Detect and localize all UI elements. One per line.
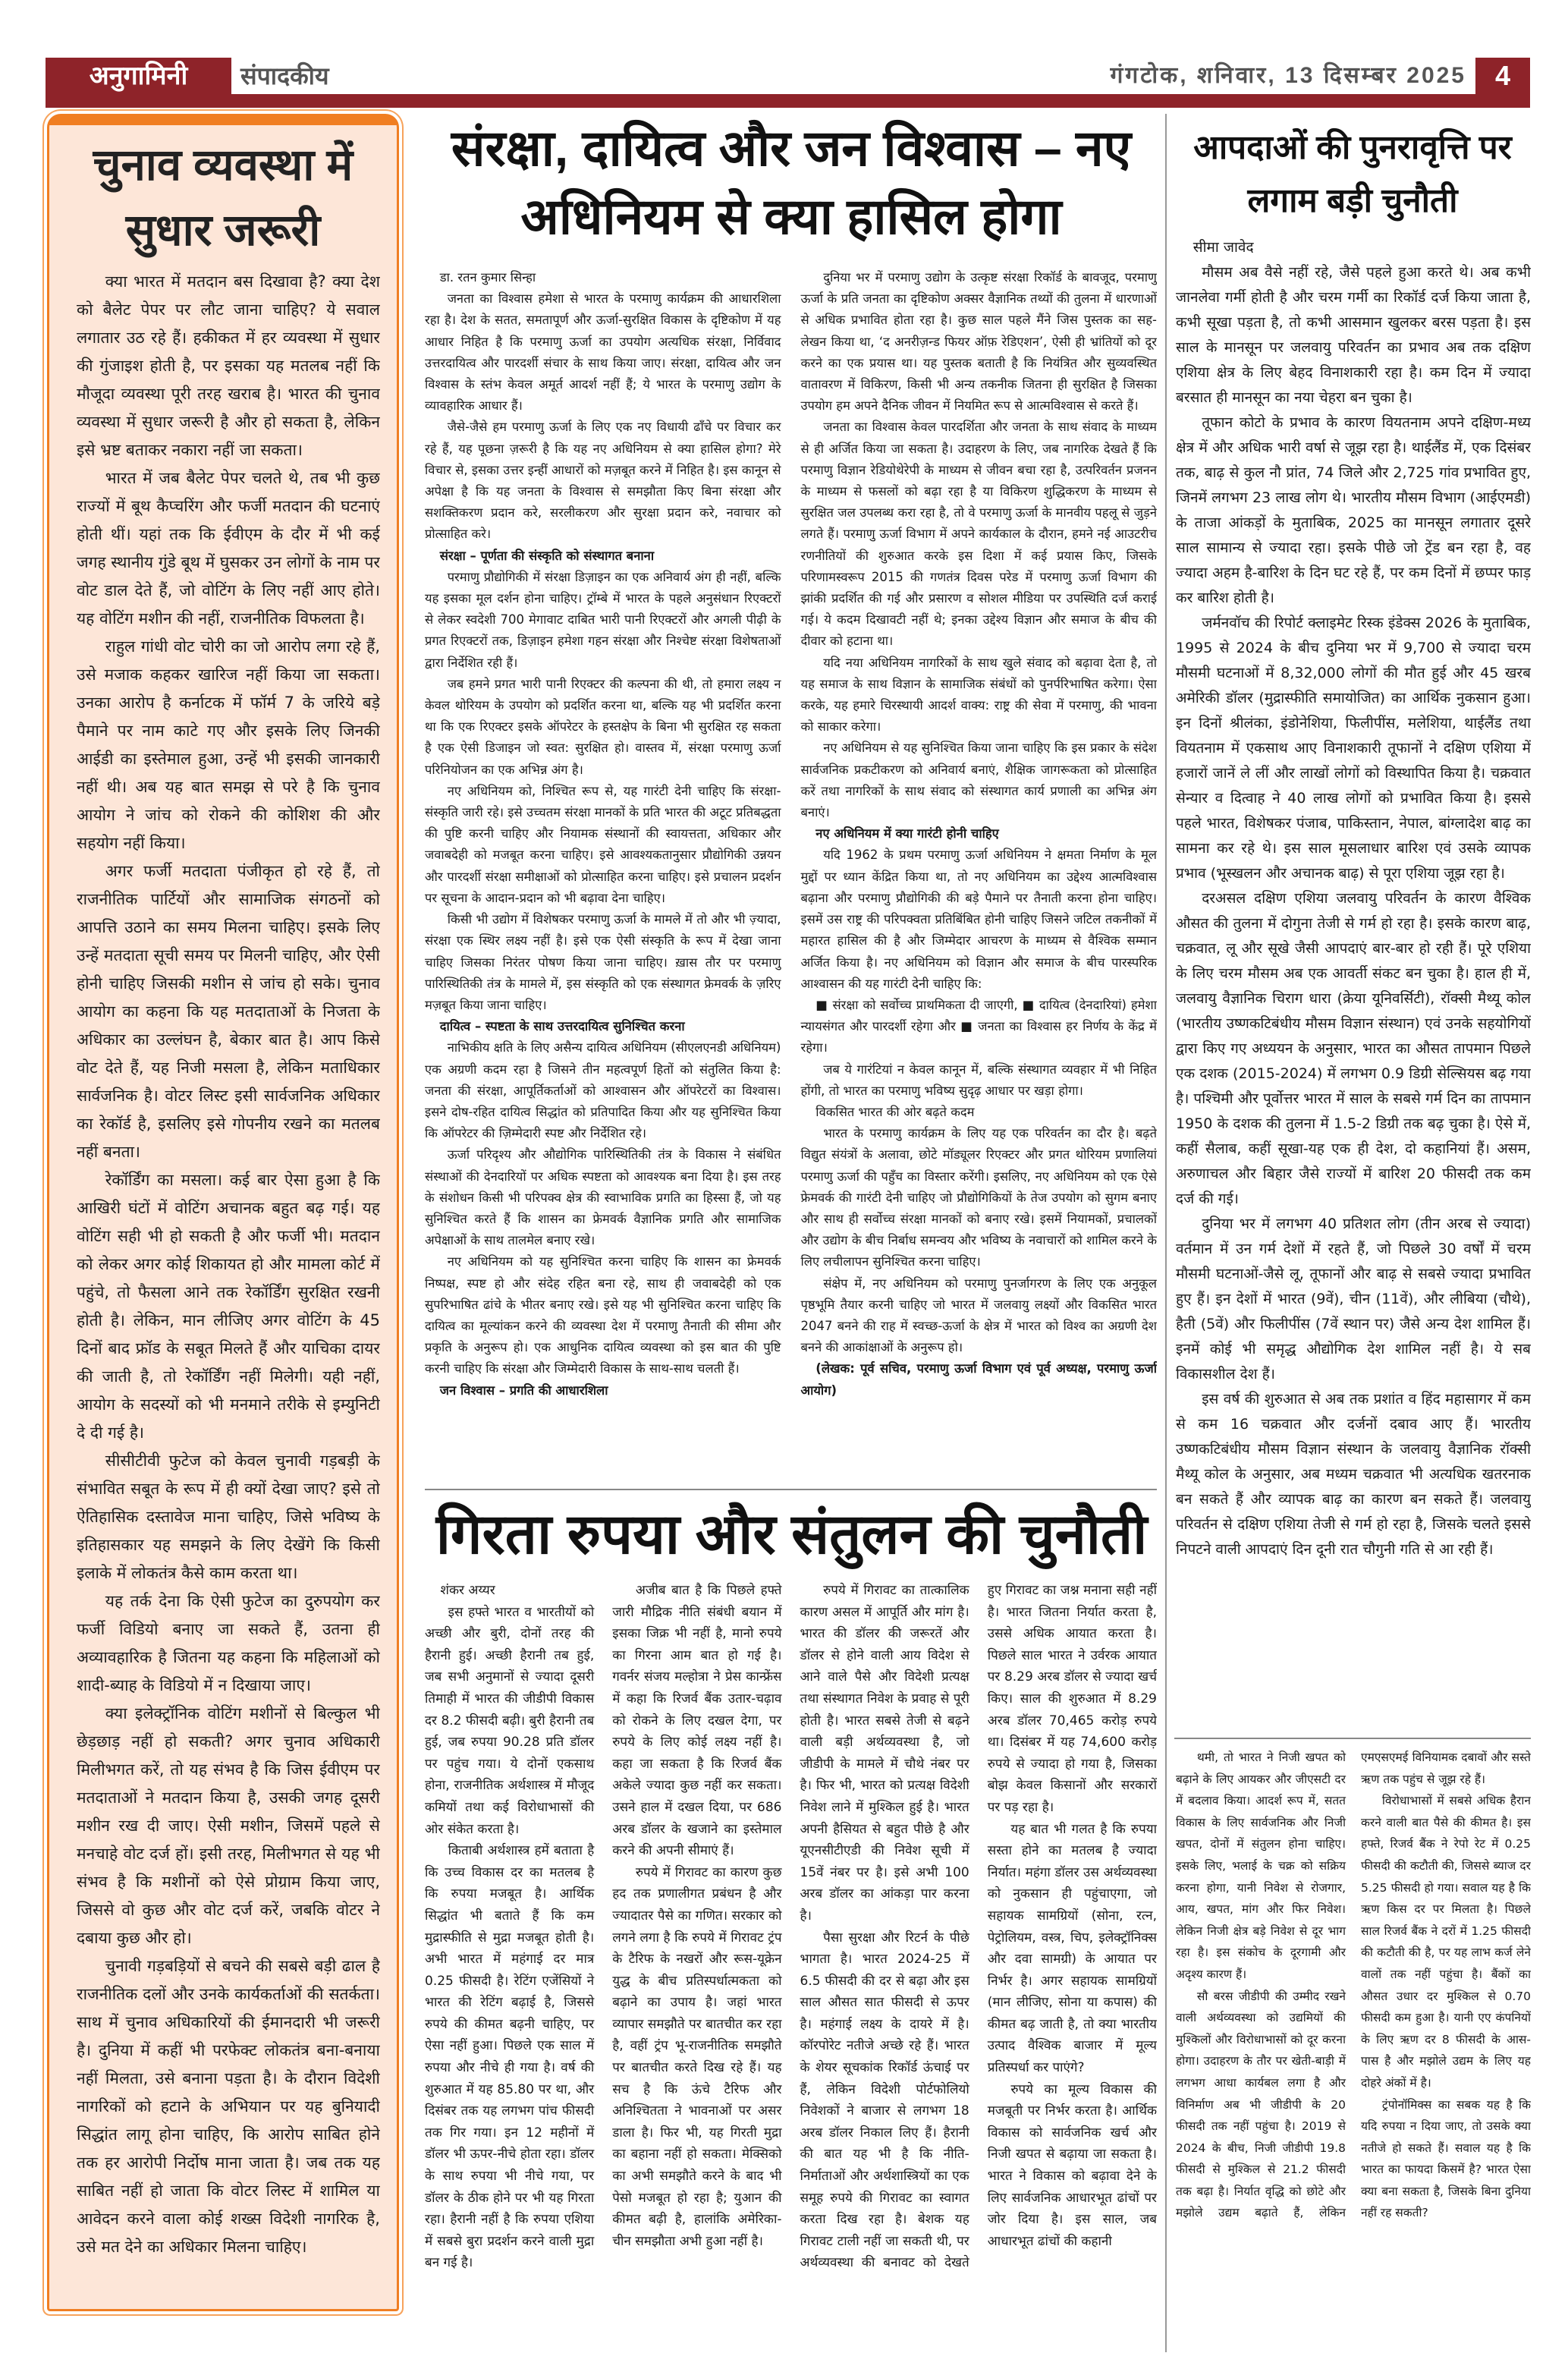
main-article-headline: संरक्षा, दायित्व और जन विश्वास – नए अधिनियम से क्या हासिल होगा [451,120,1132,244]
paragraph: ट्रंपोनॉमिक्स का सबक यह है कि यदि रुपया न दिया जाए, तो उसके क्या नतीजे हो सकते हैं। सवाल यह है कि भारत का फायदा किसमें है? भारत ऐसा क्या बना सकता है, जिसके बिना दुनिया नहीं रह सकती? [1361,2097,1531,2220]
bullet-text: ■ संरक्षा को सर्वोच्च प्राथमिकता दी जाएगी, ■ दायित्व (देनदारियां) हमेशा न्यायसंगत और पारदर्शी रहेगा और ■ जनता का विश्वास हर निर्णय के केंद्र में रहेगा। [800,997,1157,1055]
masthead-strip [231,58,1475,94]
paragraph: रुपये का मूल्य विकास की मजबूती पर निर्भर करता है। आर्थिक विकास को सार्वजनिक खर्च और निजी खपत से बढ़ाया जा सकता है। भारत ने विकास को बढ़ावा देने के लिए सार्वजनिक आधारभूत ढांचों पर जोर दिया है। इस साल, जब आधारभूत ढांचों की कहानी [987,2081,1157,2249]
byline: डा. रतन कुमार सिन्हा [439,270,536,285]
bullet-text: विकसित भारत की ओर बढ़ते कदम [815,1104,975,1119]
paragraph: जैसे-जैसे हम परमाणु ऊर्जा के लिए एक नए विधायी ढाँचे पर विचार कर रहे हैं, यह पूछना ज़रूरी है कि यह नए अधिनियम से क्या हासिल होगा? मेरे विचार से, इसका उत्तर इन्हीं आधारों को मज़बूत करने में निहित है। इस कानून से अपेक्षा है कि यह जनता के विश्वास से समझौता किए बिना संरक्षा और सशक्तिकरण प्रदान करे, सरलीकरण और सुरक्षा प्रदान करे, नवाचार को प्रोत्साहित करे। [425,420,781,542]
paragraph: यदि 1962 के प्रथम परमाणु ऊर्जा अधिनियम ने क्षमता निर्माण के मूल मुद्दों पर ध्यान केंद्रित किया था, तो नए अधिनियम का उद्देश्य आत्मविश्वास बढ़ाना और परमाणु प्रौद्योगिकी की बड़े पैमाने पर तैनाती करना होना चाहिए। इसमें उस राष्ट्र की परिपक्वता प्रतिबिंबित होनी चाहिए जिसने जटिल तकनीकों में महारत हासिल की है और जिम्मेदार आचरण के माध्यम से वैश्विक सम्मान अर्जित किया है। नए अधिनियम को विज्ञान और समाज के बीच पारस्परिक आश्वासन की यह गारंटी देनी चाहिए कि: [800,848,1157,991]
paragraph: नए अधिनियम को यह सुनिश्चित करना चाहिए कि शासन का फ्रेमवर्क निष्पक्ष, स्पष्ट हो और संदेह रहित बना रहे, साथ ही जवाबदेही को एक सुपरिभाषित ढांचे के भीतर बनाए रखे। इसे यह भी सुनिश्चित करना चाहिए कि दायित्व का मूल्यांकन करने की व्यवस्था देश में परमाणु तैनाती की सीमा और प्रकृति के अनुरूप हो। एक आधुनिक दायित्व व्यवस्था को इस बात की पुष्टि करनी चाहिए कि संरक्षा और जिम्मेदारी विकास के साथ-साथ चलती हैं। [425,1254,781,1376]
paragraph: चुनावी गड़बड़ियों से बचने की सबसे बड़ी ढाल है राजनीतिक दलों और उनके कार्यकर्ताओं की सतर्कता। साथ में चुनाव अधिकारियों की ईमानदारी भी जरूरी है। दुनिया में कहीं भी परफेक्ट लोकतंत्र बना-बनाया नहीं मिलता, उसे बनाना पड़ता है। के दौरान विदेशी नागरिकों को हटाने के अभियान पर यह बुनियादी सिद्धांत लागू होना चाहिए, कि आरोप साबित होने तक हर आरोपी निर्दोष माना जाता है। जब तक यह साबित नहीं हो जाता कि वोटर लिस्ट में शामिल या आवेदन करने वाला कोई शख्स विदेशी नागरिक है, उसे मत देने का अधिकार मिलना चाहिए। [77,1957,380,2256]
bottom-article-headline: गिरता रुपया और संतुलन की चुनौती [435,1502,1148,1565]
subheading: नए अधिनियम में क्या गारंटी होनी चाहिए [815,826,999,841]
paragraph: राहुल गांधी वोट चोरी का जो आरोप लगा रहे हैं, उसे मजाक कहकर खारिज नहीं किया जा सकता। उनका आरोप है कर्नाटक में फॉर्म 7 के जरिये बड़े पैमाने पर नाम काटे गए और इसके लिए जिनकी आईडी का इस्तेमाल हुआ, उन्हें भी इसकी जानकारी नहीं थी। अब यह बात समझ से परे है कि चुनाव आयोग ने जांच को रोकने की कोशिश की और सहयोग नहीं किया। [77,637,380,852]
paragraph: इस वर्ष की शुरुआत से अब तक प्रशांत व हिंद महासागर में कम से कम 16 चक्रवात और दर्जनों दबाव आए हैं। भारतीय उष्णकटिबंधीय मौसम विज्ञान संस्थान के जलवायु वैज्ञानिक रॉक्सी मैथ्यू कोल के अनुसार, अब मध्यम चक्रवात भी अत्यधिक खतरनाक बन सकते हैं और व्यापक बाढ़ का कारण बन सकते हैं। जलवायु परिवर्तन से दक्षिण एशिया तेजी से गर्म हो रहा है, जिसके चलते इससे निपटने वाली आपदाएं दिन दूनी रात चौगुनी गति से आ रही हैं। [1176,1391,1531,1558]
paragraph: नए अधिनियम को, निश्चित रूप से, यह गारंटी देनी चाहिए कि संरक्षा-संस्कृति जारी रहे। इसे उच्चतम संरक्षा मानकों के प्रति भारत की अटूट प्रतिबद्धता की पुष्टि करनी चाहिए और नियामक संस्थानों की स्वायत्तता, अधिकार और जवाबदेही को मजबूत करना चाहिए। इसे आवश्यकतानुसार प्रौद्योगिकी उन्नयन और पारदर्शी संरक्षा समीक्षाओं को प्रोत्साहित करना चाहिए। इसे प्रचालन प्रदर्शन पर सूचना के आदान-प्रदान को भी बढ़ावा देना चाहिए। [425,783,781,905]
column-divider [1165,114,1167,2352]
paragraph: दुनिया भर में लगभग 40 प्रतिशत लोग (तीन अरब से ज्यादा) वर्तमान में उन गर्म देशों में रहते हैं, जो पिछले 30 वर्षों में चरम मौसमी घटनाओं-जैसे लू, तूफानों और बाढ़ से सबसे ज्यादा प्रभावित हुए हैं। इन देशों में भारत (9वें), चीन (11वें), और लीबिया (चौथे), हैती (5वें) और फिलीपींस (7वें स्थान पर) जैसे अन्य देश शामिल हैं। इनमें कोई भी समृद्ध औद्योगिक देश शामिल नहीं है। ये सब विकासशील देश हैं। [1176,1216,1531,1383]
page-number: 4 [1494,60,1511,91]
paragraph: अजीब बात है कि पिछले हफ्ते जारी मौद्रिक नीति संबंधी बयान में इसका जिक्र भी नहीं है, मानो रुपये का गिरना आम बात हो गई है। गवर्नर संजय मल्होत्रा ने प्रेस कान्फ्रेंस में कहा कि रिजर्व बैंक उतार-चढ़ाव को रोकने के लिए दखल देगा, पर रुपये के लिए कोई लक्ष्य नहीं है। कहा जा सकता है कि रिजर्व बैंक अकेले ज्यादा कुछ नहीं कर सकता। उसने हाल में दखल दिया, पर 686 अरब डॉलर के खजाने का इस्तेमाल करने की अपनी सीमाएं हैं। [612,1583,782,1859]
paragraph: रुपये में गिरावट का कारण कुछ हद तक प्रणालीगत प्रबंधन है और ज्यादातर पैसे का गणित। सरकार को लगने लगा है कि रुपये में गिरावट ट्रंप के टैरिफ के नखरों और रूस-यूक्रेन युद्ध के बीच प्रतिस्पर्धात्मकता को बढ़ाने का उपाय है। जहां भारत व्यापार समझौते पर बातचीत कर रहा है, वहीं ट्रंप भू-राजनीतिक समझौते पर बातचीत करते दिख रहे हैं। यह सच है कि ऊंचे टैरिफ और अनिश्चितता ने भावनाओं पर असर डाला है। फिर भी, यह गिरती मुद्रा का बहाना नहीं हो सकता। मेक्सिको का अभी समझौते करने के बाद भी पेसो मजबूत हो रहा है; युआन की कीमत बढ़ी है, हालांकि अमेरिका-चीन समझौता अभी हुआ नहीं है। [612,1864,782,2249]
paragraph: रुपये में गिरावट का तात्कालिक कारण असल में आपूर्ति और मांग है। भारत की डॉलर की जरूरतें और डॉलर से होने वाली आय विदेश से आने वाले पैसे और विदेशी प्रत्यक्ष तथा संस्थागत निवेश के प्रवाह से पूरी होती है। भारत सबसे तेजी से बढ़ने वाली बड़ी अर्थव्यवस्था है, जो जीडीपी के मामले में चौथे नंबर पर है। फिर भी, भारत को प्रत्यक्ष विदेशी निवेश लाने में मुश्किल हुई है। भारत अपनी हैसियत से बहुत पीछे है और यूएनसीटीएडी की निवेश सूची में 15वें नंबर पर है। इसे अभी 100 अरब डॉलर का आंकड़ा पार करना है। [800,1583,969,1924]
paragraph: यह तर्क देना कि ऐसी फुटेज का दुरुपयोग कर फर्जी विडियो बनाए जा सकते हैं, उतना ही अव्यावहारिक है जितना यह कहना कि महिलाओं को शादी-ब्याह के विडियो में न दिखाया जाए। [77,1592,380,1694]
paragraph: यदि नया अधिनियम नागरिकों के साथ खुले संवाद को बढ़ावा देता है, तो यह समाज के साथ विज्ञान के सामाजिक संबंधों को पुनर्परिभाषित करेगा। ऐसा करके, यह हमारे चिरस्थायी आदर्श वाक्य: राष्ट्र की सेवा में परमाणु, की भावना को साकार करेगा। [800,655,1157,735]
paragraph: क्या इलेक्ट्रॉनिक वोटिंग मशीनों से बिल्कुल भी छेड़छाड़ नहीं हो सकती? अगर चुनाव अधिकारी मिलीभगत करें, तो यह संभव है कि जिस ईवीएम पर मतदाताओं ने मतदान किया है, उसकी जगह दूसरी मशीन रख दी जाए। ऐसी मशीन, जिसमें पहले से मनचाहे वोट दर्ज हों। इसी तरह, मिलीभगत से यह भी संभव है कि मशीनों को ऐसे प्रोग्राम किया जाए, जिससे वो कुछ और वोट दर्ज करें, जबकि वोटर ने दबाया कुछ और हो। [77,1704,380,1947]
editorial-box [47,114,399,2311]
paragraph: भारत के परमाणु कार्यक्रम के लिए यह एक परिवर्तन का दौर है। बढ़ते विद्युत संयंत्रों के अलावा, छोटे मॉड्यूलर रिएक्टर और प्रगत थोरियम प्रणालियां परमाणु ऊर्जा की पहुँच का विस्तार करेंगी। इसलिए, नए अधिनियम को एक ऐसे फ्रेमवर्क की गारंटी देनी चाहिए जो प्रौद्योगिकियों के तेज उपयोग को सुगम बनाए और साथ ही सर्वोच्च संरक्षा मानकों को बनाए रखे। इसमें नियामकों, प्रचालकों और उद्योग के बीच निर्बाध समन्वय और भविष्य के नवाचारों को शामिल करने के लिए लचीलापन सुनिश्चित करना चाहिए। [800,1126,1157,1269]
paragraph: संक्षेप में, नए अधिनियम को परमाणु पुनर्जागरण के लिए एक अनुकूल पृष्ठभूमि तैयार करनी चाहिए जो भारत में जलवायु लक्ष्यों और विकसित भारत 2047 बनने की राह में स्वच्छ-ऊर्जा के क्षेत्र में भारत को विश्व का अग्रणी देश बनने की आकांक्षाओं के अनुरूप हो। [800,1276,1157,1355]
divider [1174,1738,1531,1739]
paragraph: जनता का विश्वास केवल पारदर्शिता और जनता के साथ संवाद के माध्यम से ही अर्जित किया जा सकता है। उदाहरण के लिए, जब नागरिक देखते हैं कि परमाणु विज्ञान रेडियोथेरेपी के माध्यम से जीवन बचा रहा है, उत्परिवर्तन प्रजनन के माध्यम से फसलों को बढ़ा रहा है या विकिरण शुद्धिकरण के माध्यम से सुरक्षित जल उपलब्ध करा रहा है, तो वे परमाणु ऊर्जा के मानवीय पहलू से जुड़ने लगते हैं। परमाणु ऊर्जा विभाग में अपने कार्यकाल के दौरान, हमने नई आउटरीच रणनीतियों की शुरुआत करके इस दिशा में कई प्रयास किए, जिसके परिणामस्वरूप 2015 की गणतंत्र दिवस परेड में परमाणु ऊर्जा विभाग की झांकी प्रदर्शित की गई और प्रसारण व सोशल मीडिया पर उपस्थिति दर्ज कराई गई। ये कदम दिखावटी नहीं थे; इनका उद्देश्य विज्ञान और समाज के बीच की दीवार को हटाना था। [800,420,1157,649]
masthead [46,58,1530,108]
paragraph: जर्मनवॉच की रिपोर्ट क्लाइमेट रिस्क इंडेक्स 2026 के मुताबिक, 1995 से 2024 के बीच दुनिया भर में 9,700 से ज्यादा चरम मौसमी घटनाओं में 8,32,000 लोगों की मौत हुई और 45 खरब अमेरिकी डॉलर (मुद्रास्फीति समायोजित) का आर्थिक नुकसान हुआ। इन दिनों श्रीलंका, इंडोनेशिया, फिलीपींस, मलेशिया, थाईलैंड तथा वियतनाम में एकसाथ आए विनाशकारी तूफानों ने दक्षिण एशिया में हजारों जानें ले लीं और लाखों लोगों को विस्थापित किया है। चक्रवात सेन्यार व दित्वाह ने 40 लाख लोगों को प्रभावित किया है। इससे पहले भारत, विशेषकर पंजाब, पाकिस्तान, नेपाल, बांग्लादेश बाढ़ का सामना कर रहे थे। इस साल मूसलाधार बारिश एवं उसके व्यापक प्रभाव (भूस्खलन और अचानक बाढ़) से पूरा एशिया जूझ रहा है। [1176,615,1531,882]
paragraph: किताबी अर्थशास्त्र हमें बताता है कि उच्च विकास दर का मतलब है कि रुपया मजबूत है। आर्थिक सिद्धांत भी बताते हैं कि कम मुद्रास्फीति से मुद्रा मजबूत होती है। अभी भारत में महंगाई दर मात्र 0.25 फीसदी है। रेटिंग एजेंसियों ने भारत की रेटिंग बढ़ाई है, जिससे रुपये की कीमत बढ़नी चाहिए, पर ऐसा नहीं हुआ। पिछले एक साल में रुपया और नीचे ही गया है। वर्ष की शुरुआत में यह 85.80 पर था, और दिसंबर तक यह लगभग पांच फीसदी तक गिर गया। इन 12 महीनों में डॉलर भी ऊपर-नीचे होता रहा। डॉलर के साथ रुपया भी नीचे गया, पर डॉलर के ठीक होने पर भी यह गिरता रहा। हैरानी नहीं है कि रुपया एशिया में सबसे बुरा प्रदर्शन करने वाली मुद्रा बन गई है। [425,1843,595,2271]
paragraph: सौ बरस जीडीपी की उम्मीद रखने वाली अर्थव्यवस्था को उद्यमियों की मुश्किलों और विरोधाभासों को दूर करना होगा। उदाहरण के तौर पर खेती-बाड़ी में लगभग आधा कार्यबल लगा है और विनिर्माण अब भी जीडीपी के 20 फीसदी तक नहीं पहुंचा है। 2019 से 2024 के बीच, निजी जीडीपी 19.8 फीसदी से मुश्किल से 21.2 फीसदी तक बढ़ा है। निर्यात वृद्धि को छोटे और मझोले उद्यम बढ़ाते हैं, लेकिन एमएसएमई विनियामक दबावों और सस्ते ऋण तक पहुंच से जूझ रहे हैं। [1176,1751,1531,2220]
paragraph: किसी भी उद्योग में विशेषकर परमाणु ऊर्जा के मामले में तो और भी ज़्यादा, संरक्षा एक स्थिर लक्ष्य नहीं है। इसे एक ऐसी संस्कृति के रूप में देखा जाना चाहिए जिसका निरंतर पोषण किया जाना चाहिए। ख़ास तौर पर परमाणु पारिस्थितिकी तंत्र के मामले में, इस संस्कृति को एक संस्थागत फ्रेमवर्क के ज़रिए मज़बूत किया जाना चाहिए। [425,912,781,1012]
bottom-article-body [425,1580,1157,2361]
paragraph: ऊर्जा परिदृश्य और औद्योगिक पारिस्थितिकी तंत्र के विकास ने संबंधित संस्थाओं की देनदारियों पर अधिक स्पष्टता को आवश्यक बना दिया है। इस तरह के संशोधन किसी भी परिपक्व क्षेत्र की स्वाभाविक प्रगति का हिस्सा हैं, जो यह सुनिश्चित करते हैं कि शासन का फ्रेमवर्क वैज्ञानिक प्रगति और सामाजिक अपेक्षाओं के साथ तालमेल बनाए रखे। [425,1147,781,1248]
paragraph: जनता का विश्वास हमेशा से भारत के परमाणु कार्यक्रम की आधारशिला रहा है। देश के सतत, समतापूर्ण और ऊर्जा-सुरक्षित विकास के दृष्टिकोण में यह आधार निहित है कि परमाणु ऊर्जा का उपयोग अत्यधिक संरक्षा, निर्विवाद उत्तरदायित्व और पारदर्शी संचार के साथ किया जाए। संरक्षा, दायित्व और जन विश्वास के स्तंभ केवल अमूर्त आदर्श नहीं हैं; ये भारत के परमाणु उद्योग के व्यावहारिक आधार हैं। [425,291,781,414]
dateline: गंगटोक, शनिवार, 13 दिसम्बर 2025 [1110,63,1466,88]
paragraph: थमी, तो भारत ने निजी खपत को बढ़ाने के लिए आयकर और जीएसटी दर में बदलाव किया। आदर्श रूप में, सतत विकास के लिए सार्वजनिक और निजी खपत, दोनों में संतुलन होना चाहिए। इसके लिए, भलाई के चक्र को सक्रिय करना होगा, यानी निवेश से रोजगार, आय, खपत, मांग और फिर निवेश। लेकिन निजी क्षेत्र बड़े निवेश से दूर भाग रहा है। इस संकोच के दूरगामी और अदृश्य कारण हैं। [1176,1751,1346,1981]
subheading: संरक्षा – पूर्णता की संस्कृति को संस्थागत बनाना [439,548,655,563]
paragraph: दरअसल दक्षिण एशिया जलवायु परिवर्तन के कारण वैश्विक औसत की तुलना में दोगुना तेजी से गर्म हो रहा है। इसके कारण बाढ़, चक्रवात, लू और सूखे जैसी आपदाएं बार-बार हो रही हैं। पूरे एशिया के लिए चरम मौसम अब एक आवर्ती संकट बन चुका है। हाल ही में, जलवायु वैज्ञानिक चिराग धारा (क्रेया यूनिवर्सिटी), रॉक्सी मैथ्यू कोल (भारतीय उष्णकटिबंधीय मौसम विज्ञान संस्थान) एवं उनके सहयोगियों द्वारा किए गए अध्ययन के अनुसार, भारत का औसत तापमान पिछले एक दशक (2015-2024) में लगभग 0.9 डिग्री सेल्सियस बढ़ गया है। पश्चिमी और पूर्वोत्तर भारत में साल के सबसे गर्म दिन का तापमान 1950 के दशक की तुलना में 1.5-2 डिग्री तक बढ़ चुका है। ऐसे में, कहीं सैलाब, कहीं सूखा-यह एक ही देश, दो कहानियां हैं। असम, अरुणाचल और बिहार जैसे राज्यों में बारिश 20 फीसदी तक कम दर्ज की गई। [1176,890,1531,1207]
paragraph: जब हमने प्रगत भारी पानी रिएक्टर की कल्पना की थी, तो हमारा लक्ष्य न केवल थोरियम के उपयोग को प्रदर्शित करना था, बल्कि यह भी प्रदर्शित करना था कि एक रिएक्टर इसके ऑपरेटर के हस्तक्षेप के बिना भी सुरक्षित रह सकता है एक ऐसी डिजाइन जो स्वत: सुरक्षित हो। वास्तव में, संरक्षा परमाणु ऊर्जा परिनियोजन का एक अभिन्न अंग है। [425,676,781,777]
editorial-title: चुनाव व्यवस्था में सुधार जरूरी [93,140,354,255]
paragraph: रेकॉर्डिंग का मसला। कई बार ऐसा हुआ है कि आखिरी घंटों में वोटिंग अचानक बहुत बढ़ गई। यह वोटिंग सही भी हो सकती है और फर्जी भी। मतदान को लेकर अगर कोई शिकायत हो और मामला कोर्ट में पहुंचे, तो फैसला आने तक रेकॉर्डिंग सुरक्षित रखनी होती है। लेकिन, मान लीजिए अगर वोटिंग के 45 दिनों बाद फ्रॉड के सबूत मिलते हैं और याचिका दायर की जाती है, तो रेकॉर्डिंग नहीं मिलेगी। यही नहीं, आयोग के सदस्यों को भी मनमाने तरीके से इम्युनिटी दे दी गई है। [77,1171,380,1442]
right-continuation-body [1176,1747,1531,2361]
editorial-body [77,268,380,2301]
author-note: (लेखक: पूर्व सचिव, परमाणु ऊर्जा विभाग एवं पूर्व अध्यक्ष, परमाणु ऊर्जा आयोग) [800,1361,1157,1398]
newspaper-logo: अनुगामिनी [89,61,188,90]
paragraph: नए अधिनियम से यह सुनिश्चित किया जाना चाहिए कि इस प्रकार के संदेश सार्वजनिक प्रकटीकरण को अनिवार्य बनाएं, शैक्षिक जागरूकता को प्रोत्साहित करें तथा नागरिकों के साथ संवाद को संस्थागत कार्य प्रणाली का अभिन्न अंग बनाएं। [800,741,1157,820]
paragraph: जब ये गारंटियां न केवल कानून में, बल्कि संस्थागत व्यवहार में भी निहित होंगी, तो भारत का परमाणु भविष्य सुदृढ़ आधार पर खड़ा होगा। [800,1062,1157,1098]
editorial-top-band [49,116,397,125]
divider [425,1489,1157,1490]
paragraph: अगर फर्जी मतदाता पंजीकृत हो रहे हैं, तो राजनीतिक पार्टियों और सामाजिक संगठनों को आपत्ति उठाने का समय मिलना चाहिए। इसके लिए उन्हें मतदाता सूची समय पर मिलनी चाहिए, और ऐसी होनी चाहिए जिसकी मशीन से जांच हो सके। चुनाव आयोग का कहना कि यह मतदाताओं के निजता के अधिकार का उल्लंघन है, बेकार बात है। आप किसे वोट देते हैं, यह निजी मसला है, लेकिन मताधिकार सार्वजनिक है। वोटर लिस्ट इसी सार्वजनिक अधिकार का रेकॉर्ड है, इसलिए इसे गोपनीय रखने का मतलब नहीं बनता। [77,862,380,1161]
paragraph: क्या भारत में मतदान बस दिखावा है? क्या देश को बैलेट पेपर पर लौट जाना चाहिए? ये सवाल लगातार उठ रहे हैं। हकीकत में हर व्यवस्था में सुधार की गुंजाइश होती है, पर इसका यह मतलब नहीं कि मौजूदा व्यवस्था पूरी तरह खराब है। भारत की चुनाव व्यवस्था में सुधार जरूरी है और हो सकता है, लेकिन इसे भ्रष्ट बताकर नकारा नहीं जा सकता। [77,272,380,459]
paragraph: इस हफ्ते भारत व भारतीयों को अच्छी और बुरी, दोनों तरह की हैरानी हुई। अच्छी हैरानी तब हुई, जब सभी अनुमानों से ज्यादा दूसरी तिमाही में भारत की जीडीपी विकास दर 8.2 फीसदी बढ़ी। बुरी हैरानी तब हुई, जब रुपया 90.28 प्रति डॉलर पर पहुंच गया। ये दोनों एकसाथ होना, राजनीतिक अर्थशास्त्र में मौजूद कमियों तथा कई विरोधाभासों की ओर संकेत करता है। [425,1604,595,1837]
paragraph: दुनिया भर में परमाणु उद्योग के उत्कृष्ट संरक्षा रिकॉर्ड के बावजूद, परमाणु ऊर्जा के प्रति जनता का दृष्टिकोण अक्सर वैज्ञानिक तथ्यों की तुलना में धारणाओं से अधिक प्रभावित होता रहा है। कुछ साल पहले मैंने जिस पुस्तक का सह-लेखन किया था, ‘द अनरीज़न्ड फियर ऑफ़ रेडिएशन’, ऐसी ही भ्रांतियों को दूर करने का एक प्रयास था। यह पुस्तक बताती है कि नियंत्रित और सुव्यवस्थित वातावरण में विकिरण, किसी भी अन्य तकनीक जितना ही सुरक्षित है जिसका उपयोग हम अपने दैनिक जीवन में नियमित रूप से आत्मविश्वास से करते हैं। [800,270,1157,414]
byline: सीमा जावेद [1192,239,1254,256]
paragraph: मौसम अब वैसे नहीं रहे, जैसे पहले हुआ करते थे। अब कभी जानलेवा गर्मी होती है और चरम गर्मी का रिकॉर्ड दर्ज किया जाता है, कभी सूखा पड़ता है, तो कभी आसमान खुलकर बरस पड़ता है। इस साल के मानसून पर जलवायु परिवर्तन का प्रभाव अब तक दक्षिण एशिया क्षेत्र के लिए बेहद विनाशकारी रहा है। कम दिन में ज्यादा बरसात ही मानसून का नया चेहरा बन चुका है। [1176,264,1531,406]
paragraph: पैसा सुरक्षा और रिटर्न के पीछे भागता है। भारत 2024-25 में 6.5 फीसदी की दर से बढ़ा और इस साल औसत सात फीसदी से ऊपर है। महंगाई लक्ष्य के दायरे में है। कॉरपोरेट नतीजे अच्छे रहे हैं। भारत के शेयर सूचकांक रिकॉर्ड ऊंचाई पर हैं, लेकिन विदेशी पोर्टफोलियो निवेशकों ने बाजार से लगभग 18 अरब डॉलर निकाल लिए हैं। हैरानी की बात यह भी है कि नीति-निर्माताओं और अर्थशास्त्रियों का एक समूह रुपये की गिरावट का स्वागत करता दिख रहा है। बेशक यह गिरावट टाली नहीं जा सकती थी, पर अर्थव्यवस्था की बनावट को देखते हुए गिरावट का जश्न मनाना सही नहीं है। भारत जितना निर्यात करता है, उससे अधिक आयात करता है। पिछले साल भारत ने उर्वरक आयात पर 8.29 अरब डॉलर से ज्यादा खर्च किए। साल की शुरुआत में 8.29 अरब डॉलर 70,465 करोड़ रुपये था। दिसंबर में यह 74,600 करोड़ रुपये से ज्यादा हो गया है, जिसका बोझ केवल किसानों और सरकारों पर पड़ रहा है। [800,1583,1157,2271]
right-article-headline: आपदाओं की पुनरावृत्ति पर लगाम बड़ी चुनौती [1193,129,1512,219]
main-article-body [425,267,1157,1474]
section-name: संपादकीय [240,62,329,90]
paragraph: तूफान कोटो के प्रभाव के कारण वियतनाम अपने दक्षिण-मध्य क्षेत्र में और अधिक भारी वर्षा से जूझ रहा है। थाईलैंड में, एक दिसंबर तक, बाढ़ से कुल नौ प्रांत, 74 जिले और 2,725 गांव प्रभावित हुए, जिनमें लगभग 23 लाख लोग थे। भारतीय मौसम विभाग (आईएमडी) के ताजा आंकड़ों के मुताबिक, 2025 का मानसून लगातार दूसरे साल सामान्य से ज्यादा रहा। इसके पीछे जो ट्रेंड बन रहा है, वह ज्यादा अहम है-बारिश के दिन घट रहे हैं, पर कम दिनों में छप्पर फाड़ कर बारिश होती है। [1176,414,1531,606]
paragraph: विरोधाभासों में सबसे अधिक हैरान करने वाली बात पैसे की कीमत है। इस हफ्ते, रिजर्व बैंक ने रेपो रेट में 0.25 फीसदी की कटौती की, जिससे ब्याज दर 5.25 फीसदी हो गया। सवाल यह है कि ऋण किस दर पर मिलता है। पिछले साल रिजर्व बैंक ने दरों में 1.25 फीसदी की कटौती की है, पर यह लाभ कर्ज लेने वालों तक नहीं पहुंचा है। बैंकों का औसत उधार दर मुश्किल से 0.70 फीसदी कम हुआ है। यानी एए कंपनियों के लिए ऋण दर 8 फीसदी के आस-पास है और मझोले उद्यम के लिए यह दोहरे अंकों में है। [1361,1794,1531,2090]
paragraph: भारत में जब बैलेट पेपर चलते थे, तब भी कुछ राज्यों में बूथ कैप्चरिंग और फर्जी मतदान की घटनाएं होती थीं। यहां तक कि ईवीएम के दौर में भी कई जगह स्थानीय गुंडे बूथ में घुसकर उन लोगों के नाम पर वोट डाल देते हैं, जो वोटिंग के लिए नहीं आए होते। यह वोटिंग मशीन की नहीं, राजनीतिक विफलता है। [77,469,380,628]
right-article-body [1176,235,1531,1730]
paragraph: सीसीटीवी फुटेज को केवल चुनावी गड़बड़ी के संभावित सबूत के रूप में ही क्यों देखा जाए? इसे तो ऐतिहासिक दस्तावेज माना चाहिए, जिसे भविष्य के इतिहासकार यह समझने के लिए देखेंगे कि किसी इलाके में लोकतंत्र कैसे काम करता था। [77,1452,380,1582]
paragraph: परमाणु प्रौद्योगिकी में संरक्षा डिज़ाइन का एक अनिवार्य अंग ही नहीं, बल्कि यह इसका मूल दर्शन होना चाहिए। ट्रॉम्बे में भारत के पहले अनुसंधान रिएक्टरों से लेकर स्वदेशी 700 मेगावाट दाबित भारी पानी रिएक्टरों और अगली पीढ़ी के प्रगत रिएक्टरों तक, डिज़ाइन हमेशा गहन संरक्षा और निश्चेष्ट संरक्षा विशेषताओं द्वारा निर्देशित रही हैं। [425,569,781,670]
byline: शंकर अय्यर [440,1583,495,1598]
paragraph: यह बात भी गलत है कि रुपया सस्ता होने का मतलब है ज्यादा निर्यात। महंगा डॉलर उस अर्थव्यवस्था को नुकसान ही पहुंचाएगा, जो सहायक सामग्रियों (सोना, रत्न, पेट्रोलियम, वस्त्र, चिप, इलेक्ट्रॉनिक्स और दवा सामग्री) के आयात पर निर्भर है। अगर सहायक सामग्रियों (मान लीजिए, सोना या कपास) की कीमत बढ़ जाती है, तो क्या भारतीय उत्पाद वैश्विक बाजार में मूल्य प्रतिस्पर्धा कर पाएंगे? [987,1821,1157,2076]
subheading: दायित्व – स्पष्टता के साथ उत्तरदायित्व सुनिश्चित करना [439,1019,685,1034]
paragraph: नाभिकीय क्षति के लिए असैन्य दायित्व अधिनियम (सीएलएनडी अधिनियम) एक अग्रणी कदम रहा है जिसने तीन महत्वपूर्ण हितों को संतुलित किया है: जनता की संरक्षा, आपूर्तिकर्ताओं को आश्वासन और ऑपरेटरों का विश्वास। इसने दोष-रहित दायित्व सिद्धांत को प्रतिपादित किया और यह सुनिश्चित किया कि ऑपरेटर की ज़िम्मेदारी स्पष्ट और निर्देशित रहे। [425,1040,781,1141]
subheading: जन विश्वास – प्रगति की आधारशिला [439,1383,608,1398]
